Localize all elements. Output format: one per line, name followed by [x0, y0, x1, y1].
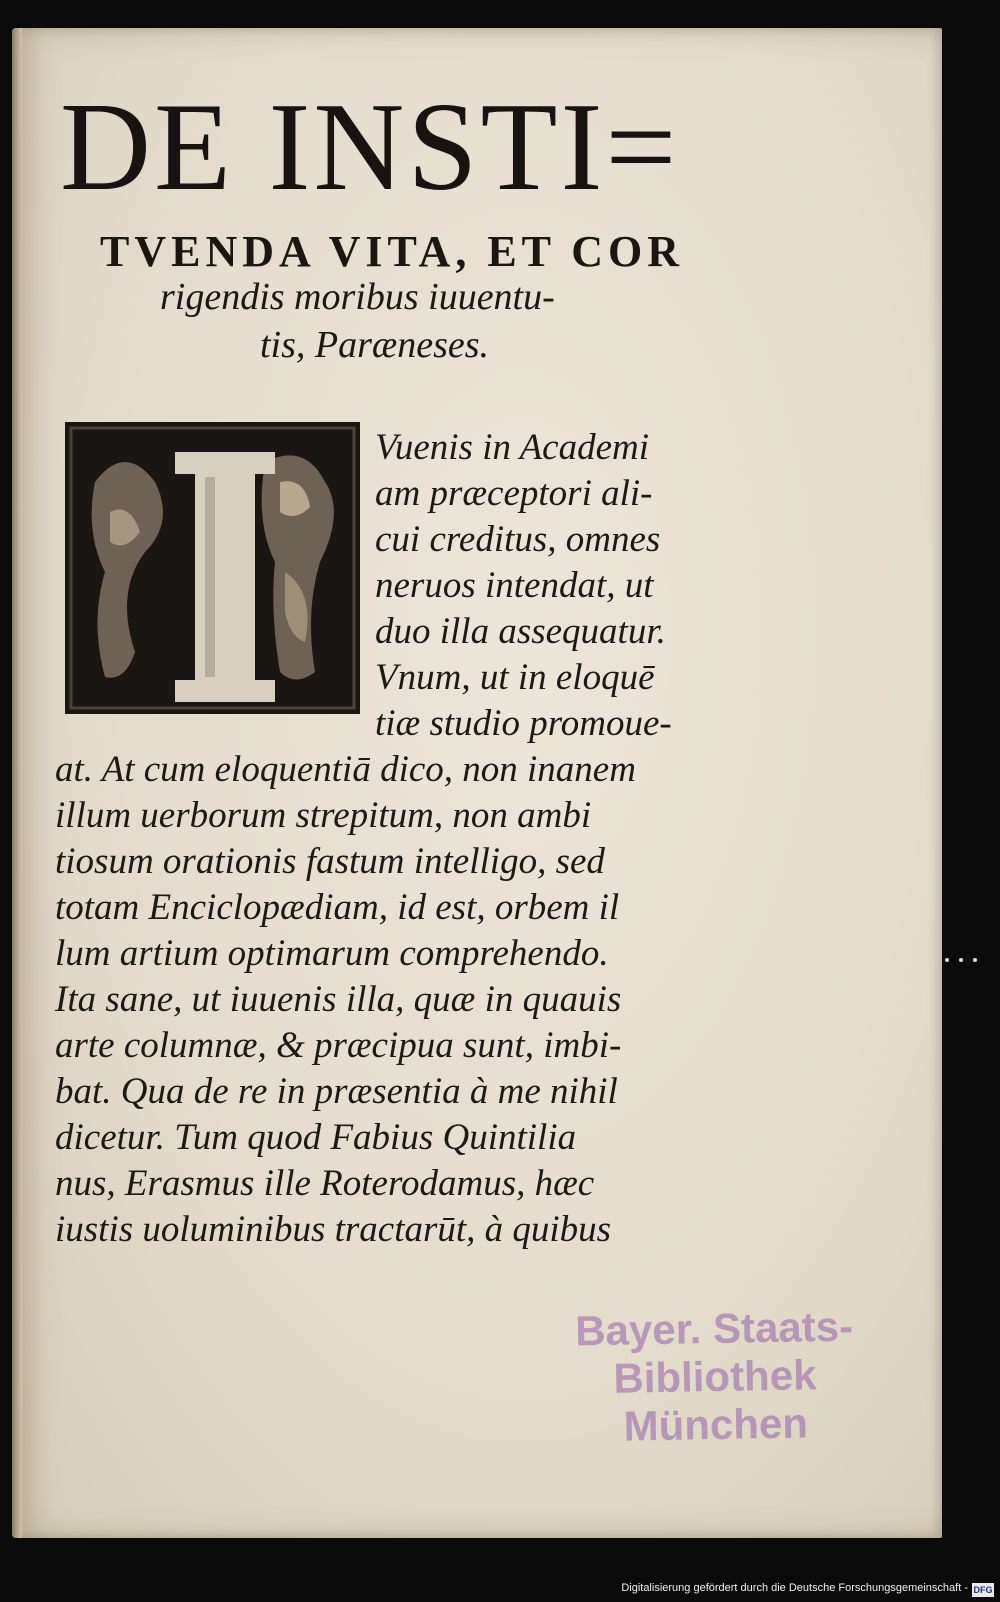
body-line: tiæ studio promoue- — [375, 703, 672, 744]
title-line-4: tis, Paræneses. — [260, 324, 490, 366]
body-text — [55, 425, 705, 1253]
dfg-logo-badge: DFG — [973, 1585, 993, 1595]
title-line-3: rigendis moribus iuuentu- — [160, 276, 555, 318]
body-line: neruos intendat, ut — [375, 565, 654, 606]
body-line: nus, Erasmus ille Roterodamus, hæc — [55, 1163, 595, 1204]
body-line: duo illa assequatur. — [375, 611, 666, 652]
body-line: Vnum, ut in eloquē — [375, 657, 655, 698]
body-line: iustis uoluminibus tractarūt, à quibus — [55, 1209, 612, 1250]
body-line: arte columnæ, & præcipua sunt, imbi- — [55, 1025, 622, 1066]
body-line: lum artium optimarum comprehendo. — [55, 933, 609, 974]
body-line: tiosum orationis fastum intelligo, sed — [55, 841, 605, 882]
body-line: bat. Qua de re in præsentia à me nihil — [55, 1071, 618, 1112]
title-line-1: DE INSTI= — [60, 78, 680, 217]
body-line: at. At cum eloquentiā dico, non inanem — [55, 749, 636, 790]
digitization-credit: Digitalisierung gefördert durch die Deutsche Forschungsgemeinschaft - — [621, 1582, 968, 1594]
title-line-2: TVENDA VITA, ET COR — [100, 227, 685, 276]
binding-edge-dots — [945, 958, 977, 962]
stamp-line-2: Bibliothek — [613, 1351, 817, 1402]
body-line: Ita sane, ut iuuenis illa, quæ in quauis — [55, 979, 622, 1020]
stamp-line-1: Bayer. Staats- — [574, 1302, 854, 1355]
body-line: totam Enciclopædiam, id est, orbem il — [55, 887, 620, 928]
body-line: illum uerborum strepitum, non ambi — [55, 795, 592, 836]
body-line: dicetur. Tum quod Fabius Quintilia — [55, 1117, 577, 1158]
body-line: am præceptori ali- — [375, 473, 653, 514]
body-line: cui creditus, omnes — [375, 519, 661, 560]
body-line: Vuenis in Academi — [375, 427, 650, 468]
page-gutter — [12, 28, 22, 1538]
stamp-line-3: München — [623, 1399, 809, 1450]
library-stamp — [559, 1302, 872, 1457]
